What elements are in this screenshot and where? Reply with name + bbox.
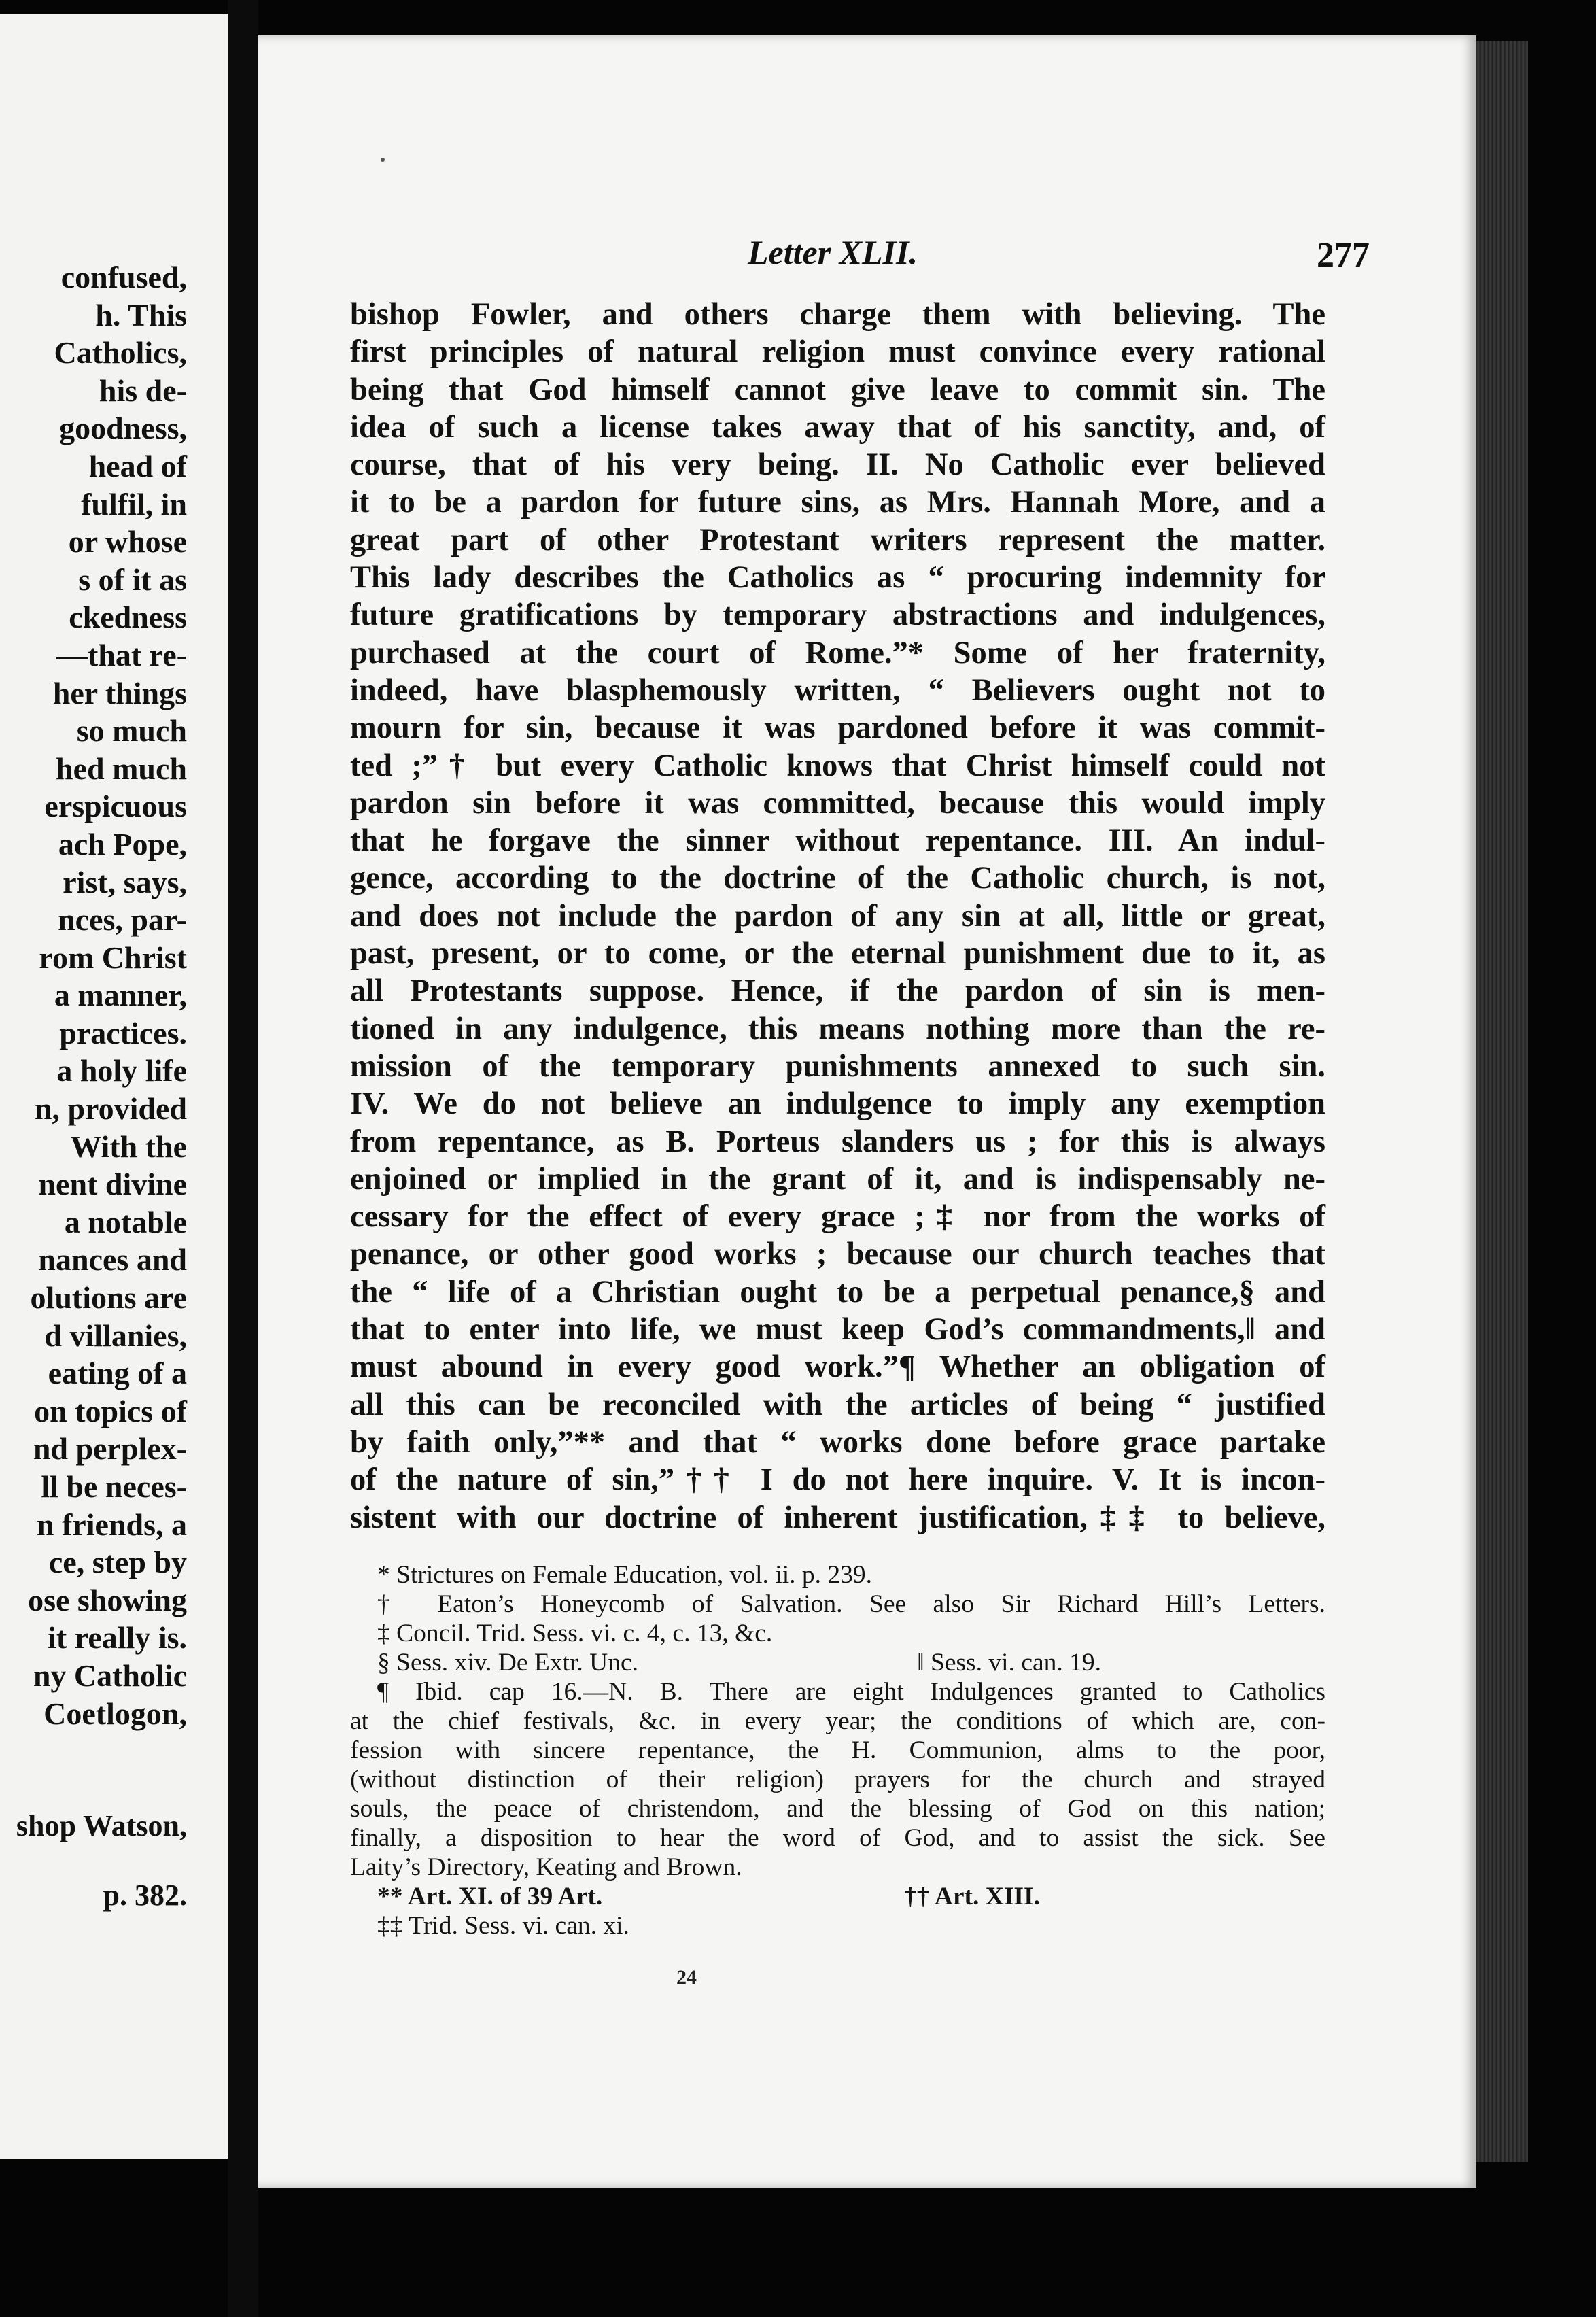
left-page-line: p. 382. (103, 1878, 187, 1912)
text-line: mission of the temporary punishments annexed to such sin. (350, 1048, 1325, 1084)
text-line: great part of other Protestant writers represent the matter. (350, 522, 1325, 557)
text-line: that to enter into life, we must keep God’s commandments,‖ and (350, 1312, 1325, 1348)
text-line: pardon sin before it was committed, because this would imply (350, 785, 1325, 821)
left-page-line: so much (76, 713, 187, 749)
book-gutter (228, 0, 258, 2317)
left-page-line: ckedness (69, 600, 187, 635)
text-line: from repentance, as B. Porteus slanders us ; for this is always (350, 1124, 1325, 1159)
left-page-line: rom Christ (39, 940, 187, 975)
footnote-line: (without distinction of their religion) prayers for the church and strayed (350, 1766, 1325, 1793)
footnote: ** Art. XI. of 39 Art. (377, 1883, 603, 1910)
text-line: past, present, or to come, or the eternal punishment due to it, as (350, 936, 1325, 972)
text-line: idea of such a license takes away that of his sanctity, and, of (350, 409, 1325, 445)
left-page-text (0, 258, 187, 1732)
text-line: This lady describes the Catholics as “ procuring indemnity for (350, 560, 1325, 596)
left-page-line: confused, (60, 260, 187, 294)
text-line: penance, or other good works ; because our church teaches that (350, 1237, 1325, 1272)
left-page-line: With the (70, 1129, 187, 1164)
right-page (258, 35, 1476, 2188)
text-line: being that God himself cannot give leave to commit sin. The (350, 372, 1325, 407)
left-page-line: hed much (56, 751, 187, 786)
text-line: the “ life of a Christian ought to be a perpetual penance,§ and (350, 1274, 1325, 1309)
footnote: †† Art. XIII. (903, 1883, 1040, 1910)
text-line: that he forgave the sinner without repentance. III. An indul- (350, 823, 1325, 859)
text-line: it to be a pardon for future sins, as Mrs. Hannah More, and a (350, 485, 1325, 520)
left-page-line: a manner, (54, 978, 187, 1013)
left-page-line: h. This (95, 297, 187, 332)
text-line: of the nature of sin,”†† I do not here inquire. V. It is incon- (350, 1462, 1325, 1498)
left-page-line: Coetlogon, (44, 1696, 187, 1731)
text-line: and does not include the pardon of any sin at all, little or great, (350, 898, 1325, 933)
footnote-pair (350, 1882, 1325, 1911)
left-page-line: eating of a (48, 1356, 187, 1391)
text-line: purchased at the court of Rome.”* Some of her fraternity, (350, 635, 1325, 670)
page-header (258, 233, 1476, 273)
left-page-line: ose showing (28, 1582, 187, 1617)
left-page-line: rist, says, (63, 864, 187, 899)
text-line: first principles of natural religion must convince every rational (350, 334, 1325, 370)
running-head: Letter XLII. (748, 233, 918, 271)
text-line: indeed, have blasphemously written, “ Believers ought not to (350, 672, 1325, 708)
text-line: enjoined or implied in the grant of it, and is indispensably ne- (350, 1161, 1325, 1197)
left-page-line: shop Watson, (16, 1809, 187, 1842)
footnote: ‡‡ Trid. Sess. vi. can. xi. (377, 1912, 629, 1940)
left-page-line: a notable (64, 1204, 187, 1239)
left-page-line: n, provided (34, 1091, 187, 1127)
left-page-line: erspicuous (44, 789, 187, 824)
text-line: gence, according to the doctrine of the Catholic church, is not, (350, 861, 1325, 896)
footnote-pair (350, 1648, 1325, 1677)
left-page-line: head of (88, 448, 187, 483)
text-line: mourn for sin, because it was pardoned before it was commit- (350, 710, 1325, 746)
footnote: ‖ Sess. vi. can. 19. (917, 1649, 1101, 1677)
page-number: 277 (1317, 236, 1370, 275)
left-page-line: nces, par- (58, 902, 187, 938)
left-page-line: or whose (68, 524, 187, 560)
left-page-line: it really is. (48, 1620, 187, 1655)
left-page-line: nent divine (38, 1167, 187, 1202)
left-page-line: ach Pope, (58, 826, 187, 861)
text-line: all Protestants suppose. Hence, if the pardon of sin is men- (350, 974, 1325, 1009)
left-page-line: fulfil, in (81, 486, 187, 521)
left-page-line: ny Catholic (33, 1658, 187, 1693)
left-page-line: a holy life (56, 1053, 187, 1088)
left-page-fragment (0, 14, 228, 2159)
text-line: course, that of his very being. II. No Catholic ever believed (350, 447, 1325, 483)
footnotes-block (350, 1560, 1325, 1940)
left-page-line: s of it as (78, 562, 187, 597)
footnote: ‡ Concil. Trid. Sess. vi. c. 4, c. 13, &c. (377, 1619, 773, 1647)
text-line: all this can be reconciled with the articles of being “ justified (350, 1387, 1325, 1422)
footnote-line: ¶ Ibid. cap 16.—N. B. There are eight Indulgences granted to Catholics (377, 1678, 1325, 1706)
footnote-line: souls, the peace of christendom, and the blessing of God on this nation; (350, 1795, 1325, 1823)
left-page-line: on topics of (34, 1393, 187, 1428)
paper-speck (381, 158, 385, 162)
left-page-line: practices. (59, 1015, 187, 1050)
signature-mark: 24 (676, 1966, 697, 1989)
text-line: tioned in any indulgence, this means nothing more than the re- (350, 1011, 1325, 1046)
footnote-line: finally, a disposition to hear the word of God, and to assist the sick. See (350, 1824, 1325, 1852)
text-line: IV. We do not believe an indulgence to imply any exemption (350, 1086, 1325, 1122)
footnote-line: Laity’s Directory, Keating and Brown. (350, 1853, 742, 1881)
left-page-line: olutions are (30, 1280, 187, 1316)
left-page-line: her things (52, 675, 187, 710)
footnote-line: fession with sincere repentance, the H. Communion, alms to the poor, (350, 1736, 1325, 1764)
left-page-line: his de- (99, 373, 187, 408)
left-page-line: nd perplex- (33, 1431, 187, 1466)
footnote-line: at the chief festivals, &c. in every year; the conditions of which are, con- (350, 1707, 1325, 1735)
text-line: by faith only,”** and that “ works done before grace partake (350, 1424, 1325, 1460)
footnote: * Strictures on Female Education, vol. ii. p. 239. (377, 1561, 873, 1589)
left-page-line: nances and (38, 1242, 187, 1277)
left-page-line: —that re- (56, 637, 187, 672)
footnote: § Sess. xiv. De Extr. Unc. (377, 1649, 638, 1677)
main-text-block (350, 296, 1325, 1537)
text-line: future gratifications by temporary abstractions and indulgences, (350, 598, 1325, 633)
text-line: ted ;”† but every Catholic knows that Christ himself could not (350, 748, 1325, 783)
left-page-line: goodness, (59, 411, 187, 446)
left-page-line: d villanies, (44, 1318, 187, 1353)
left-page-line: ll be neces- (41, 1469, 187, 1504)
left-page-line: ce, step by (48, 1545, 187, 1580)
text-line: cessary for the effect of every grace ;‡ nor from the works of (350, 1199, 1325, 1235)
left-page-line: Catholics, (54, 335, 187, 371)
text-line: bishop Fowler, and others charge them with believing. The (350, 297, 1325, 332)
text-line: sistent with our doctrine of inherent justification,‡‡ to believe, (350, 1500, 1325, 1535)
text-line: must abound in every good work.”¶ Whether an obligation of (350, 1350, 1325, 1385)
footnote: † Eaton’s Honeycomb of Salvation. See also Sir Richard Hill’s Letters. (377, 1590, 1325, 1618)
page-edges (1476, 41, 1528, 2162)
left-page-line: n friends, a (36, 1507, 187, 1542)
